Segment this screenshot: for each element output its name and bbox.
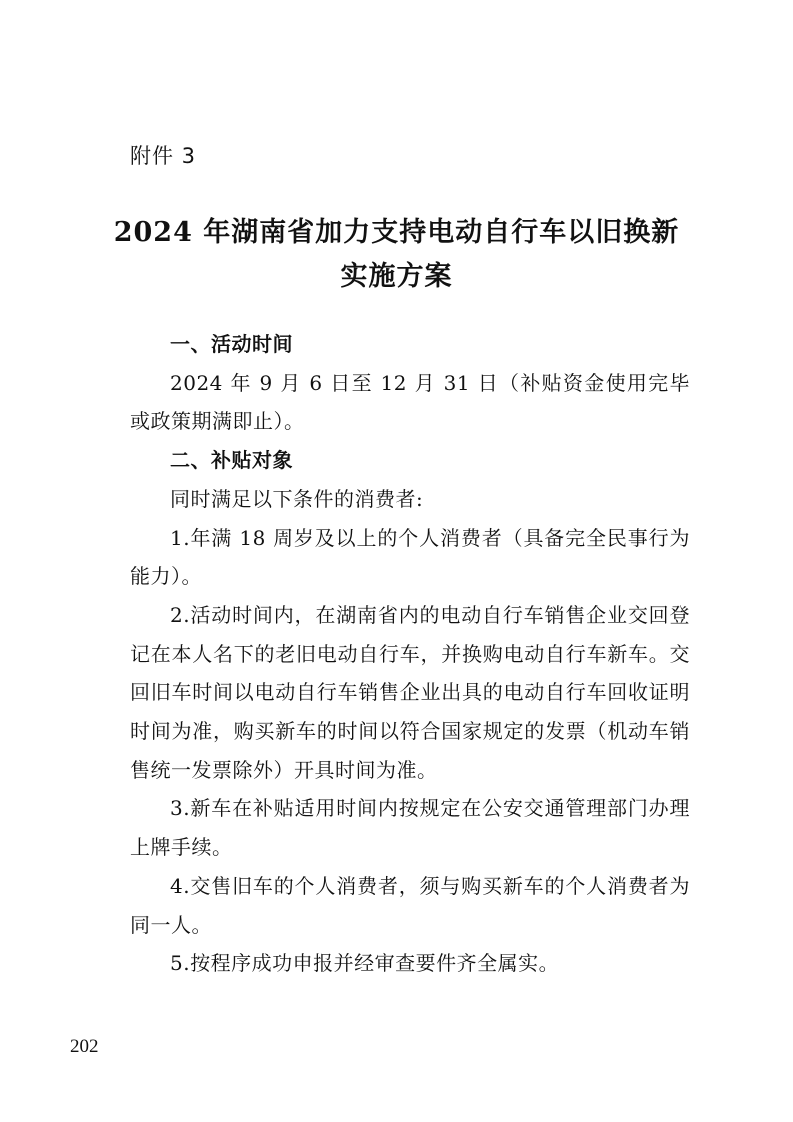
page-number: 202 [70,1036,99,1057]
paragraph-condition-2: 2.活动时间内，在湖南省内的电动自行车销售企业交回登记在本人名下的老旧电动自行车，并换购电动自行车新车。交回旧车时间以电动自行车销售企业出具的电动自行车回收证明时间为准，购买新车的时间以符合国家规定的发票（机动车销售统一发票除外）开具时间为准。 [130,602,690,782]
attachment-label: 附件 3 [130,144,197,168]
paragraph-condition-3: 3.新车在补贴适用时间内按规定在公安交通管理部门办理上牌手续。 [130,796,690,860]
document-title-line-2: 实施方案 [340,261,453,292]
paragraph-condition-4: 4.交售旧车的个人消费者，须与购买新车的个人消费者为同一人。 [130,873,690,937]
document-body [130,325,690,983]
document-title-line-1: 2024 年湖南省加力支持电动自行车以旧换新 [113,217,680,248]
paragraph-condition-1: 1.年满 18 周岁及以上的个人消费者（具备完全民事行为能力）。 [130,525,690,589]
paragraph-conditions-intro: 同时满足以下条件的消费者: [170,486,424,511]
paragraph-condition-5: 5.按程序成功申报并经审查要件齐全属实。 [170,951,560,976]
paragraph-activity-period: 2024 年 9 月 6 日至 12 月 31 日（补贴资金使用完毕或政策期满即止）。 [130,370,690,434]
section-heading-activity-time: 一、活动时间 [170,332,293,356]
section-heading-subsidy-target: 二、补贴对象 [170,448,293,473]
